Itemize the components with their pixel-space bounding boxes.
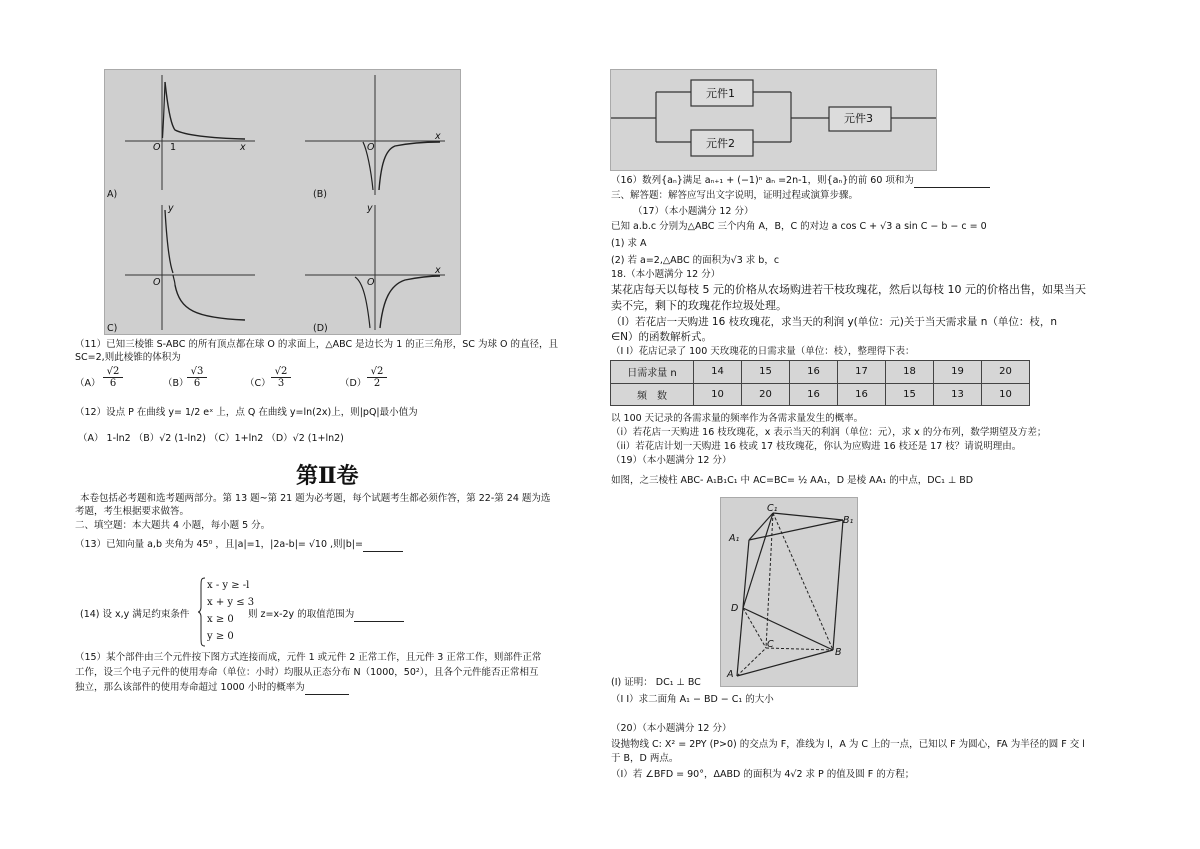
q16-text <box>611 174 990 188</box>
element-2-label: 元件2 <box>706 137 735 150</box>
q11-opt-a-num: √2 <box>103 366 123 378</box>
q14-pre: (14) 设 x,y 满足约束条件 <box>80 609 190 620</box>
q20-line1: 设抛物线 C: X² = 2PY (P>0) 的交点为 F，准线为 l，A 为 C 上的一点，已知以 F 为圆心，FA 为半径的圆 F 交 l <box>611 739 1085 750</box>
graph-label-a: A) <box>107 189 118 200</box>
prism-label-a: A <box>727 669 734 680</box>
q15-line3-text: 独立，那么该部件的使用寿命超过 1000 小时的概率为 <box>75 682 305 693</box>
q18-after-table: 以 100 天记录的各需求量的频率作为各需求量发生的概率。 <box>611 413 864 424</box>
q14-constraint-3: x ≥ 0 <box>207 614 234 625</box>
q11-opt-b-num: √3 <box>187 366 207 378</box>
q11-opt-b-label: （B） <box>163 378 189 389</box>
demand-table <box>610 360 1030 406</box>
q11-opt-c <box>271 366 291 389</box>
table-cell: 15 <box>742 361 790 384</box>
graph-b-x: x <box>435 131 441 142</box>
q11-opt-a <box>103 366 123 389</box>
q15-line3 <box>75 681 349 695</box>
graph-d-x: x <box>435 265 441 276</box>
graph-c-y: y <box>168 203 174 214</box>
q18-sub-i: （i）若花店一天购进 16 枝玫瑰花，x 表示当天的利润（单位：元），求 x 的分布列，数学期望及方差； <box>611 427 1047 438</box>
q19-part1: (Ⅰ) 证明： DC₁ ⊥ BC <box>611 677 701 688</box>
part2-intro-1: 本卷包括必考题和选考题两部分。第 13 题~第 21 题为必考题，每个试题考生都必须作答，第 22-第 24 题为选 <box>80 493 551 504</box>
q20-line2: 于 B，D 两点。 <box>611 753 679 764</box>
table-cell: 20 <box>742 383 790 406</box>
q15-blank <box>305 681 349 695</box>
q15-line1: （15）某个部件由三个元件按下图方式连接而成，元件 1 或元件 2 正常工作，且元件 3 正常工作，则部件正常 <box>75 652 542 663</box>
table-cell: 15 <box>886 383 934 406</box>
q13-body: （13）已知向量 a,b 夹角为 45⁰ ，且|a|=1，|2a-b|= √10 ,则|b|= <box>75 539 363 550</box>
graph-label-b: (B) <box>313 189 327 200</box>
q14 <box>80 577 530 649</box>
q14-brace <box>198 577 206 647</box>
q18-line2: 卖不完，剩下的玫瑰花作垃圾处理。 <box>611 299 787 312</box>
graph-c-origin: O <box>153 277 161 288</box>
fill-blank-section: 二、填空题：本大题共 4 小题，每小题 5 分。 <box>75 520 271 531</box>
element-3-label: 元件3 <box>844 112 873 125</box>
prism-label-c1: C₁ <box>767 503 778 514</box>
q14-constraint-4: y ≥ 0 <box>207 631 234 642</box>
q11-opt-c-den: 3 <box>277 378 285 389</box>
prism-label-b1: B₁ <box>843 515 854 526</box>
graph-d-y: y <box>367 203 373 214</box>
q18-part1-b: ∈N）的函数解析式。 <box>611 331 713 343</box>
graph-label-d: (D) <box>313 323 328 334</box>
table-header-demand: 日需求量 n <box>611 361 694 384</box>
q14-constraint-2: x + y ≤ 3 <box>207 597 255 608</box>
q11-opt-c-num: √2 <box>271 366 291 378</box>
q11-opt-d-label: （D） <box>340 378 367 389</box>
table-header-frequency: 频 数 <box>611 383 694 406</box>
part2-title: 第Ⅱ卷 <box>296 463 359 489</box>
table-cell: 10 <box>982 383 1030 406</box>
table-cell: 20 <box>982 361 1030 384</box>
graphs-svg <box>105 70 460 334</box>
q18-head: 18.（本小题满分 12 分） <box>611 269 721 280</box>
section3-heading: 三、解答题：解答应写出文字说明，证明过程或演算步骤。 <box>611 190 859 201</box>
graph-b <box>305 75 445 195</box>
graph-d <box>305 205 445 330</box>
q11-opt-b-den: 6 <box>193 378 201 389</box>
q14-post-text: 则 z=x-2y 的取值范围为 <box>248 609 355 620</box>
q19-part2: （Ⅰ Ⅰ）求二面角 A₁ − BD − C₁ 的大小 <box>611 694 774 705</box>
q14-blank <box>354 608 404 622</box>
graph-a <box>125 75 255 190</box>
q11-opt-c-label: （C） <box>245 378 271 389</box>
q13-text <box>75 538 403 552</box>
q20-part1: （I）若 ∠BFD = 90°，ΔABD 的面积为 4√2 求 P 的值及圆 F 的方程； <box>611 769 915 780</box>
function-graphs-figure <box>104 69 461 335</box>
graph-a-one: 1 <box>170 142 177 153</box>
table-cell: 16 <box>790 383 838 406</box>
q14-constraint-1: x - y ≥ -l <box>207 580 250 591</box>
graph-b-origin: O <box>367 142 375 153</box>
table-cell: 13 <box>934 383 982 406</box>
q11-opt-d <box>367 366 387 389</box>
q11-line1: （11）已知三棱锥 S-ABC 的所有顶点都在球 O 的求面上，△ABC 是边长为 1 的正三角形，SC 为球 O 的直径，且 <box>75 339 558 350</box>
q11-line2: SC=2,则此棱锥的体积为 <box>75 352 181 363</box>
prism-label-a1: A₁ <box>729 533 740 544</box>
q19-head: （19）（本小题满分 12 分） <box>611 455 732 466</box>
q12-options: （A） 1-ln2 （B）√2 (1-ln2) （C）1+ln2 （D）√2 (1+ln2) <box>78 433 344 444</box>
graph-c <box>125 205 255 330</box>
prism-figure <box>720 497 858 687</box>
prism-label-c: C <box>767 639 774 650</box>
table-cell: 18 <box>886 361 934 384</box>
q11-opt-a-label: （A） <box>75 378 101 389</box>
q20-head: （20）（本小题满分 12 分） <box>611 723 732 734</box>
q16-blank <box>914 174 990 188</box>
q11-opt-b <box>187 366 207 389</box>
prism-label-b: B <box>835 647 842 658</box>
table-row <box>611 383 1030 406</box>
graph-label-c: C) <box>107 323 118 334</box>
q13-blank <box>363 538 403 552</box>
prism-label-d: D <box>731 603 739 614</box>
table-cell: 16 <box>838 383 886 406</box>
q17-head: （17）（本小题满分 12 分） <box>633 206 754 217</box>
graph-a-x: x <box>240 142 246 153</box>
q17-line1: 已知 a.b.c 分别为△ABC 三个内角 A，B，C 的对边 a cos C + √3 a sin C − b − c = 0 <box>611 221 987 232</box>
q18-part1-a: （Ⅰ）若花店一天购进 16 枝玫瑰花，求当天的利润 y(单位：元)关于当天需求量 n（单位：枝，n <box>611 316 1058 328</box>
q19-line1: 如图，之三棱柱 ABC- A₁B₁C₁ 中 AC=BC= ½ AA₁，D 是棱 AA₁ 的中点，DC₁ ⊥ BD <box>611 475 974 486</box>
graph-d-origin: O <box>367 277 375 288</box>
q11-opt-d-num: √2 <box>367 366 387 378</box>
q11-opt-d-den: 2 <box>373 378 381 389</box>
table-cell: 16 <box>790 361 838 384</box>
q14-brace-svg <box>198 577 206 647</box>
q15-line2: 工作，设三个电子元件的使用寿命（单位：小时）均服从正态分布 N（1000，50²），且各个元件能否正常相互 <box>75 667 539 678</box>
q16-body: （16）数列{aₙ}满足 aₙ₊₁ + (−1)ⁿ aₙ =2n-1，则{aₙ}的前 60 项和为 <box>611 175 914 186</box>
q11-options <box>75 366 575 400</box>
element-1-label: 元件1 <box>706 87 735 100</box>
q12-text: （12）设点 P 在曲线 y= 1/2 eˣ 上，点 Q 在曲线 y=ln(2x)上，则|pQ|最小值为 <box>75 407 418 418</box>
q14-post <box>248 608 404 622</box>
table-cell: 10 <box>694 383 742 406</box>
circuit-figure <box>610 69 937 171</box>
table-cell: 17 <box>838 361 886 384</box>
circuit-svg <box>611 70 936 170</box>
graph-a-origin: O <box>153 142 161 153</box>
q11-opt-a-den: 6 <box>109 378 117 389</box>
part2-intro-2: 考题，考生根据要求做答。 <box>75 506 190 517</box>
q18-part2: （Ⅰ Ⅰ）花店记录了 100 天玫瑰花的日需求量（单位：枝），整理得下表： <box>611 346 915 357</box>
table-row <box>611 361 1030 384</box>
table-cell: 14 <box>694 361 742 384</box>
q17-part1: (1) 求 A <box>611 238 647 249</box>
table-cell: 19 <box>934 361 982 384</box>
q18-sub-ii: （ii）若花店计划一天购进 16 枝或 17 枝玫瑰花，你认为应购进 16 枝还是 17 枝？请说明理由。 <box>611 441 1022 452</box>
q17-part2: (2) 若 a=2,△ABC 的面积为√3 求 b，c <box>611 255 780 266</box>
q18-line1: 某花店每天以每枝 5 元的价格从农场购进若干枝玫瑰花，然后以每枝 10 元的价格出售，如果当天 <box>611 283 1086 296</box>
